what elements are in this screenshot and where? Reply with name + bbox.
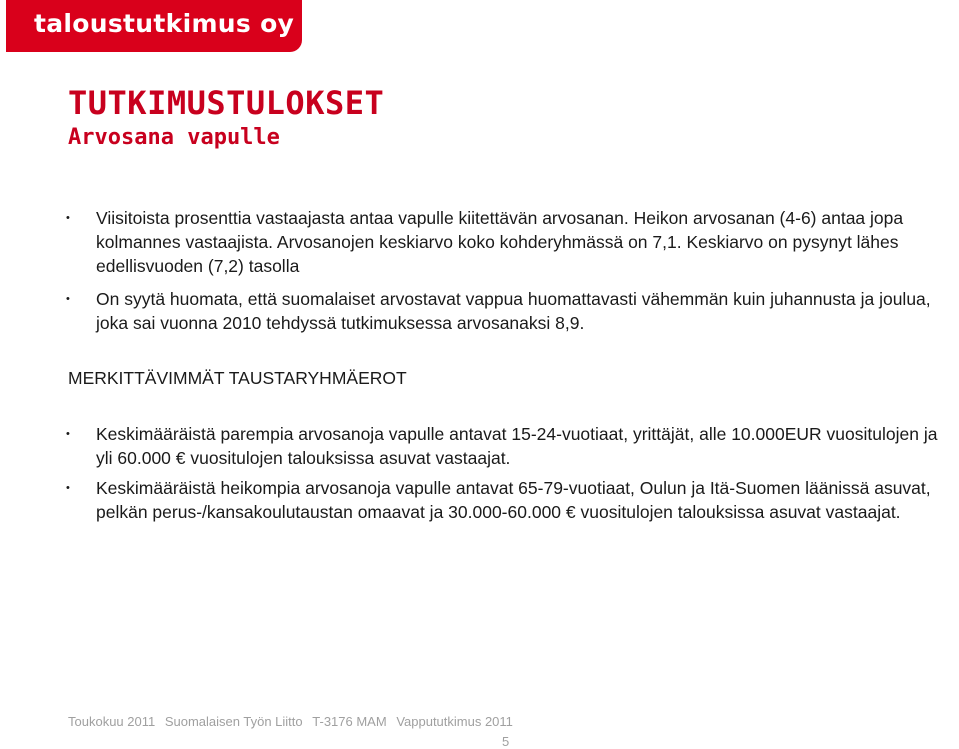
footer: [68, 714, 513, 729]
section-heading: MERKITTÄVIMMÄT TAUSTARYHMÄEROT: [68, 368, 407, 388]
footer-client: Suomalaisen Työn Liitto: [164, 714, 303, 729]
bullet-text: Keskimääräistä parempia arvosanoja vapulle antavat 15-24-vuotiaat, yrittäjät, alle 10.000EUR vuositulojen ja yli 60.000 € vuositulojen talouksissa asuvat vastaajat.: [96, 424, 938, 468]
footer-date: Toukokuu 2011: [68, 714, 156, 729]
bullet-dot-icon: •: [66, 293, 70, 305]
bullet-item-3: [66, 422, 956, 470]
bullet-item-1: [66, 206, 956, 278]
bullet-item-2: [66, 287, 956, 335]
page-number: 5: [502, 734, 510, 749]
bullet-item-4: [66, 476, 956, 524]
page-title: TUTKIMUSTULOKSET: [68, 84, 385, 122]
brand-logo: [6, 0, 302, 52]
bullet-dot-icon: •: [66, 482, 70, 494]
bullet-text: Keskimääräistä heikompia arvosanoja vapulle antavat 65-79-vuotiaat, Oulun ja Itä-Suomen läänissä asuvat, pelkän perus-/kansakoulutaustan omaavat ja 30.000-60.000 € vuositulojen talouksissa asuvat vastaajat.: [96, 478, 931, 522]
bullet-text: Viisitoista prosenttia vastaajasta antaa vapulle kiitettävän arvosanan. Heikon arvosanan (4-6) antaa jopa kolmannes vastaajista. Arvosanojen keskiarvo koko kohderyhmässä on 7,1. Keskiarvo on pysynyt lähes edellisvuoden (7,2) tasolla: [96, 208, 904, 276]
bullet-text: On syytä huomata, että suomalaiset arvostavat vappua huomattavasti vähemmän kuin juhannusta ja joulua, joka sai vuonna 2010 tehdyssä tutkimuksessa arvosanaksi 8,9.: [96, 289, 931, 333]
logo-text: taloustutkimus oy: [34, 9, 295, 38]
bullet-dot-icon: •: [66, 212, 70, 224]
bullet-dot-icon: •: [66, 428, 70, 440]
page-subtitle: Arvosana vapulle: [68, 125, 280, 150]
footer-project: T-3176 MAM: [312, 714, 387, 729]
footer-study: Vappututkimus 2011: [396, 714, 513, 729]
